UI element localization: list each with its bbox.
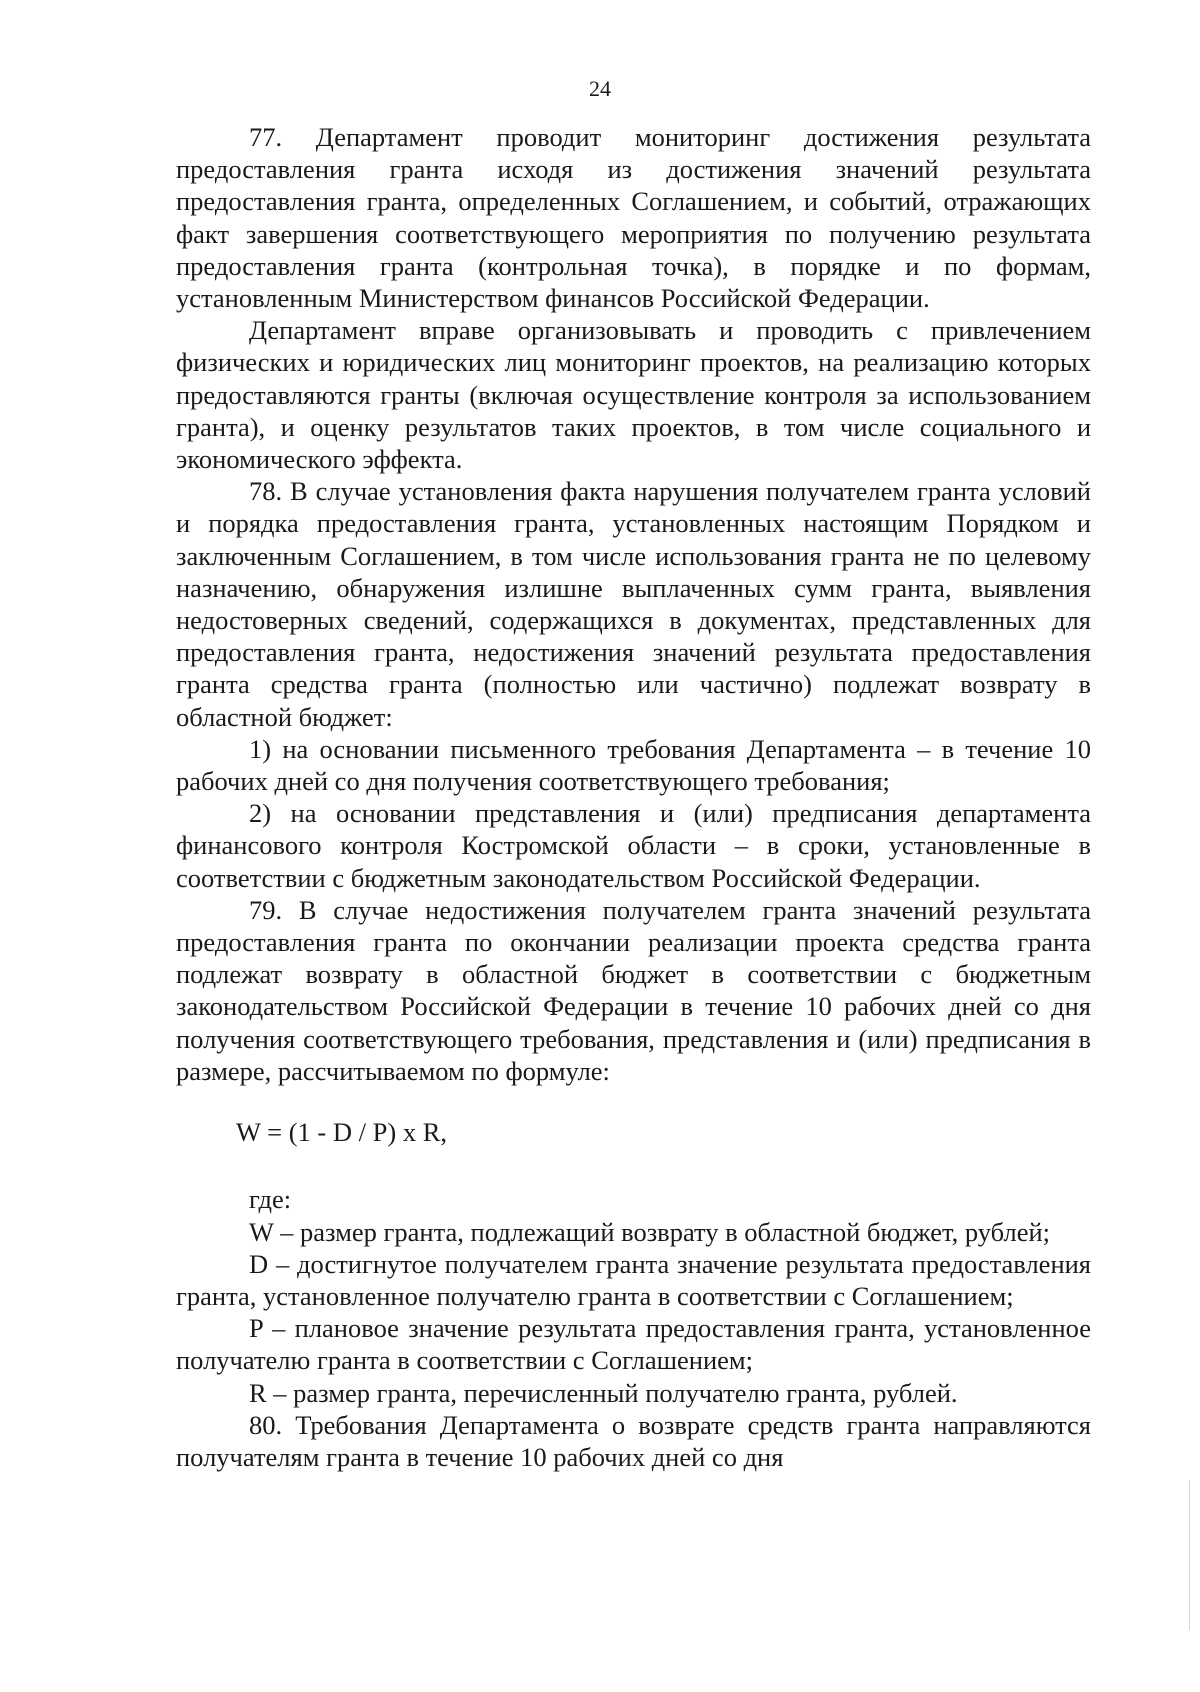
paragraph-79: 79. В случае недостижения получателем гранта значений результата предоставления гранта по окончании реализации проекта средства гранта подлежат возврату в областной бюджет в соответствии с бюджетным законодательством Российской Федерации в течение 10 рабочих дней со дня получения соответствующего требования, представления и (или) предписания в размере, рассчитываемом по формуле:: [176, 894, 1091, 1086]
scan-edge-line: [1189, 1480, 1190, 1630]
definition-p: P – плановое значение результата предоставления гранта, установленное получателю гранта в соответствии с Соглашением;: [176, 1313, 1091, 1376]
document-body: [176, 121, 1091, 1473]
paragraph-78-item-1: 1) на основании письменного требования Департамента – в течение 10 рабочих дней со дня получения соответствующего требования;: [176, 733, 1091, 797]
paragraph-78: 78. В случае установления факта нарушения получателем гранта условий и порядка предоставления гранта, установленных настоящим Порядком и заключенным Соглашением, в том числе использования гранта не по целевому назначению, обнаружения излишне выплаченных сумм гранта, выявления недостоверных сведений, содержащихся в документах, представленных для предоставления гранта, недостижения значений результата предоставления гранта средства гранта (полностью или частично) подлежат возврату в областной бюджет:: [176, 476, 1091, 732]
definition-d: D – достигнутое получателем гранта значение результата предоставления гранта, установленное получателю гранта в соответствии с Соглашением;: [176, 1248, 1091, 1311]
definition-w: W – размер гранта, подлежащий возврату в областной бюджет, рублей;: [249, 1216, 1051, 1247]
paragraph-department-rights: Департамент вправе организовывать и проводить с привлечением физических и юридических лиц мониторинг проектов, на реализацию которых предоставляются гранты (включая осуществление контроля за использованием гранта), и оценку результатов таких проектов, в том числе социального и экономического эффекта.: [176, 315, 1091, 475]
paragraph-77: 77. Департамент проводит мониторинг достижения результата предоставления гранта исходя из достижения значений результата предоставления гранта, определенных Соглашением, и событий, отражающих факт завершения соответствующего мероприятия по получению результата предоставления гранта (контрольная точка), в порядке и по формам, установленным Министерством финансов Российской Федерации.: [176, 122, 1091, 314]
where-label: где:: [249, 1184, 292, 1215]
paragraph-78-item-2: 2) на основании представления и (или) предписания департамента финансового контроля Костромской области – в сроки, установленные в соответствии с бюджетным законодательством Российской Федерации.: [176, 798, 1091, 893]
paragraph-80: 80. Требования Департамента о возврате средств гранта направляются получателям гранта в течение 10 рабочих дней со дня: [176, 1409, 1091, 1472]
page-number: 24: [589, 76, 611, 101]
formula: W = (1 - D / P) x R,: [236, 1117, 447, 1148]
definition-r: R – размер гранта, перечисленный получателю гранта, рублей.: [249, 1377, 958, 1408]
